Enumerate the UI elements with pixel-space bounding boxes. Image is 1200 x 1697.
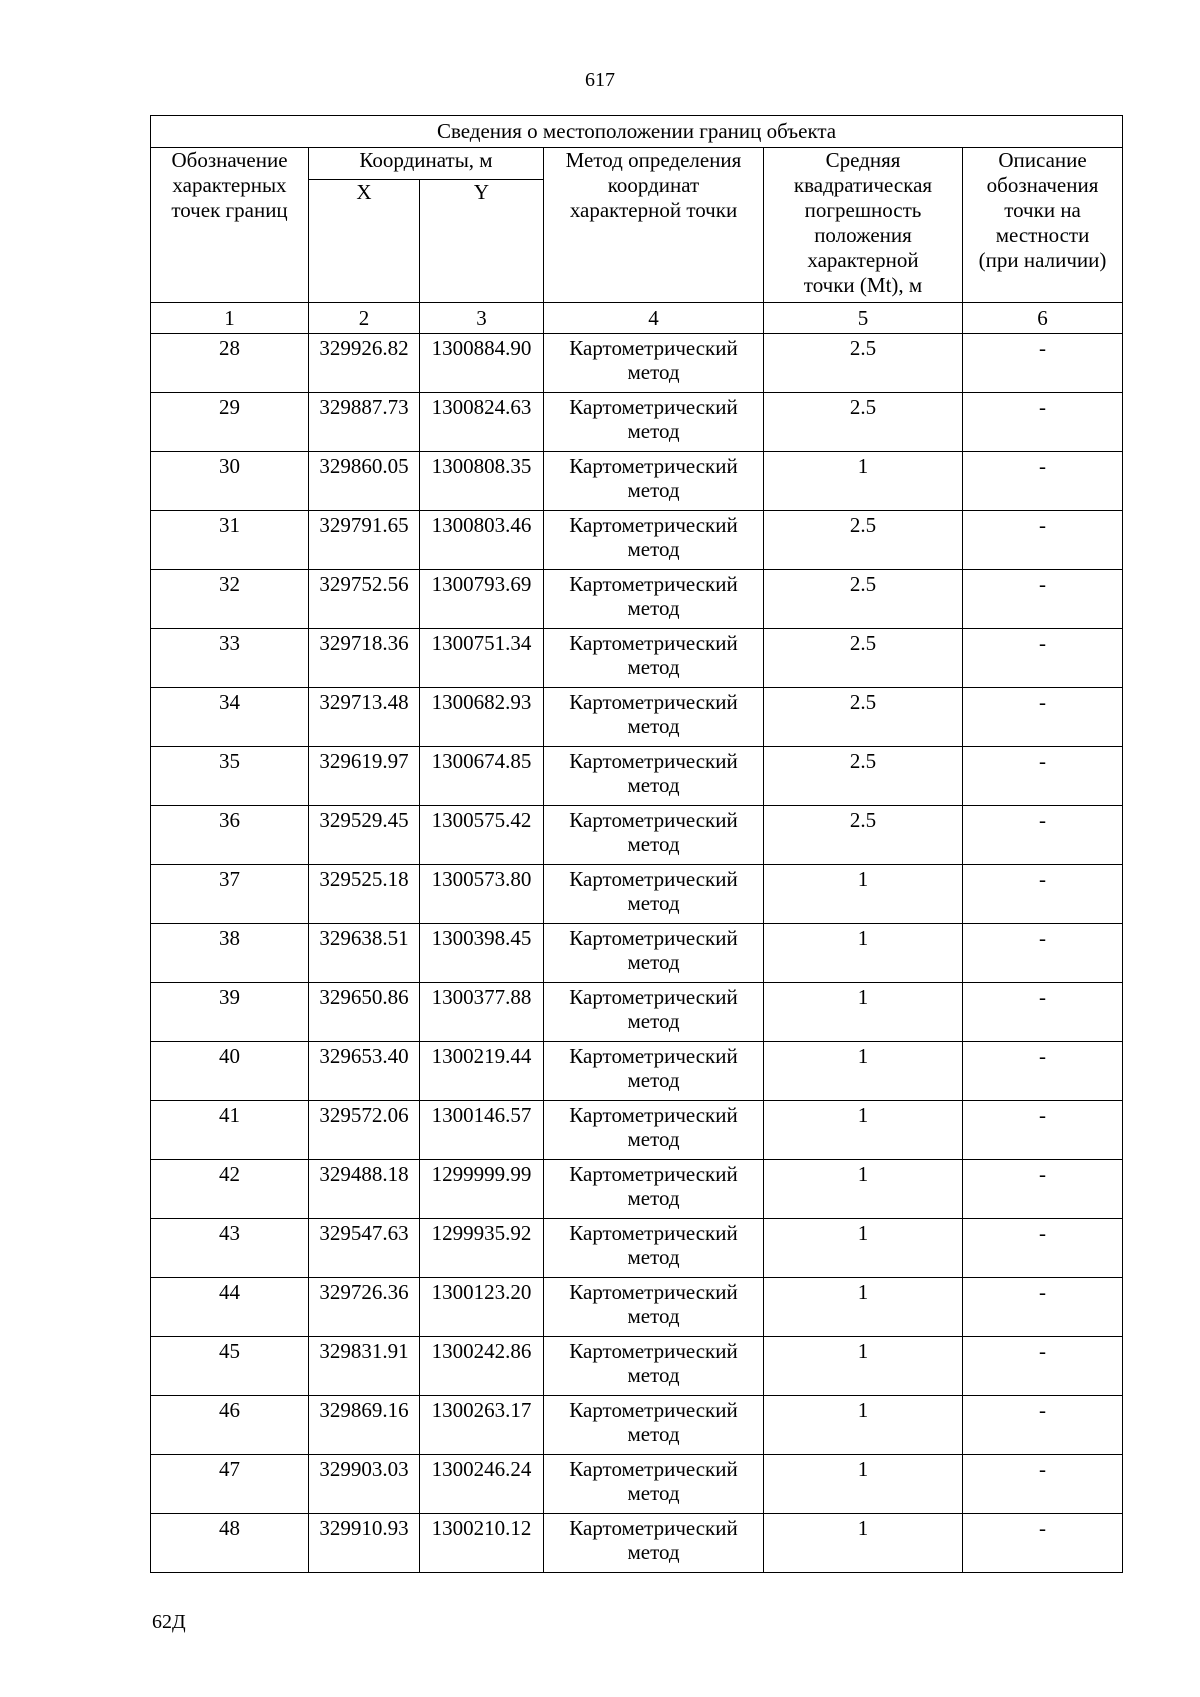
point-cell: 47 bbox=[151, 1455, 309, 1514]
x-coordinate-cell: 329525.18 bbox=[309, 865, 420, 924]
point-cell: 37 bbox=[151, 865, 309, 924]
method-cell: Картометрический метод bbox=[544, 1042, 764, 1101]
description-cell: - bbox=[963, 806, 1123, 865]
x-coordinate-cell: 329887.73 bbox=[309, 393, 420, 452]
table-row bbox=[151, 1396, 1123, 1455]
mt-error-cell: 2.5 bbox=[764, 747, 963, 806]
description-cell: - bbox=[963, 334, 1123, 393]
table-row bbox=[151, 924, 1123, 983]
mt-error-cell: 2.5 bbox=[764, 570, 963, 629]
column-number: 4 bbox=[544, 303, 764, 334]
point-cell: 43 bbox=[151, 1219, 309, 1278]
method-cell: Картометрический метод bbox=[544, 1514, 764, 1573]
header-coordinates: Координаты, м bbox=[309, 148, 544, 180]
header-error: Средняя квадратическая погрешность положения характерной точки (Mt), м bbox=[764, 148, 963, 303]
y-coordinate-cell: 1300808.35 bbox=[420, 452, 544, 511]
y-coordinate-cell: 1300210.12 bbox=[420, 1514, 544, 1573]
mt-error-cell: 2.5 bbox=[764, 334, 963, 393]
description-cell: - bbox=[963, 629, 1123, 688]
description-cell: - bbox=[963, 688, 1123, 747]
method-cell: Картометрический метод bbox=[544, 629, 764, 688]
table-row bbox=[151, 1219, 1123, 1278]
table-row bbox=[151, 806, 1123, 865]
y-coordinate-cell: 1300575.42 bbox=[420, 806, 544, 865]
method-cell: Картометрический метод bbox=[544, 865, 764, 924]
y-coordinate-cell: 1300884.90 bbox=[420, 334, 544, 393]
x-coordinate-cell: 329831.91 bbox=[309, 1337, 420, 1396]
y-coordinate-cell: 1300793.69 bbox=[420, 570, 544, 629]
table-row bbox=[151, 1278, 1123, 1337]
point-cell: 33 bbox=[151, 629, 309, 688]
method-cell: Картометрический метод bbox=[544, 1160, 764, 1219]
footer-code: 62Д bbox=[152, 1611, 186, 1633]
method-cell: Картометрический метод bbox=[544, 1396, 764, 1455]
x-coordinate-cell: 329619.97 bbox=[309, 747, 420, 806]
method-cell: Картометрический метод bbox=[544, 924, 764, 983]
method-cell: Картометрический метод bbox=[544, 1337, 764, 1396]
description-cell: - bbox=[963, 393, 1123, 452]
description-cell: - bbox=[963, 452, 1123, 511]
table-row bbox=[151, 393, 1123, 452]
mt-error-cell: 1 bbox=[764, 1042, 963, 1101]
table-row bbox=[151, 1042, 1123, 1101]
point-cell: 32 bbox=[151, 570, 309, 629]
table-row bbox=[151, 1337, 1123, 1396]
method-cell: Картометрический метод bbox=[544, 570, 764, 629]
mt-error-cell: 1 bbox=[764, 1396, 963, 1455]
table-row bbox=[151, 629, 1123, 688]
header-point-designation: Обозначение характерных точек границ bbox=[151, 148, 309, 303]
x-coordinate-cell: 329926.82 bbox=[309, 334, 420, 393]
header-x: X bbox=[309, 180, 420, 303]
y-coordinate-cell: 1300751.34 bbox=[420, 629, 544, 688]
description-cell: - bbox=[963, 1160, 1123, 1219]
x-coordinate-cell: 329860.05 bbox=[309, 452, 420, 511]
mt-error-cell: 1 bbox=[764, 1337, 963, 1396]
boundary-coordinates-table bbox=[150, 115, 1123, 1573]
mt-error-cell: 1 bbox=[764, 1455, 963, 1514]
y-coordinate-cell: 1300398.45 bbox=[420, 924, 544, 983]
y-coordinate-cell: 1300803.46 bbox=[420, 511, 544, 570]
mt-error-cell: 2.5 bbox=[764, 806, 963, 865]
mt-error-cell: 1 bbox=[764, 865, 963, 924]
method-cell: Картометрический метод bbox=[544, 511, 764, 570]
point-cell: 28 bbox=[151, 334, 309, 393]
y-coordinate-cell: 1300573.80 bbox=[420, 865, 544, 924]
description-cell: - bbox=[963, 924, 1123, 983]
x-coordinate-cell: 329718.36 bbox=[309, 629, 420, 688]
point-cell: 39 bbox=[151, 983, 309, 1042]
point-cell: 38 bbox=[151, 924, 309, 983]
x-coordinate-cell: 329910.93 bbox=[309, 1514, 420, 1573]
x-coordinate-cell: 329791.65 bbox=[309, 511, 420, 570]
description-cell: - bbox=[963, 865, 1123, 924]
column-number: 6 bbox=[963, 303, 1123, 334]
description-cell: - bbox=[963, 747, 1123, 806]
method-cell: Картометрический метод bbox=[544, 1278, 764, 1337]
table-row bbox=[151, 1514, 1123, 1573]
point-cell: 41 bbox=[151, 1101, 309, 1160]
mt-error-cell: 1 bbox=[764, 1514, 963, 1573]
point-cell: 30 bbox=[151, 452, 309, 511]
table-row bbox=[151, 1160, 1123, 1219]
x-coordinate-cell: 329488.18 bbox=[309, 1160, 420, 1219]
mt-error-cell: 1 bbox=[764, 1278, 963, 1337]
mt-error-cell: 1 bbox=[764, 1160, 963, 1219]
x-coordinate-cell: 329752.56 bbox=[309, 570, 420, 629]
column-number: 2 bbox=[309, 303, 420, 334]
column-number: 5 bbox=[764, 303, 963, 334]
table-row bbox=[151, 511, 1123, 570]
point-cell: 31 bbox=[151, 511, 309, 570]
method-cell: Картометрический метод bbox=[544, 806, 764, 865]
table-row bbox=[151, 688, 1123, 747]
method-cell: Картометрический метод bbox=[544, 983, 764, 1042]
y-coordinate-cell: 1299935.92 bbox=[420, 1219, 544, 1278]
x-coordinate-cell: 329529.45 bbox=[309, 806, 420, 865]
x-coordinate-cell: 329713.48 bbox=[309, 688, 420, 747]
point-cell: 34 bbox=[151, 688, 309, 747]
method-cell: Картометрический метод bbox=[544, 1455, 764, 1514]
description-cell: - bbox=[963, 1337, 1123, 1396]
method-cell: Картометрический метод bbox=[544, 1101, 764, 1160]
mt-error-cell: 1 bbox=[764, 983, 963, 1042]
description-cell: - bbox=[963, 1219, 1123, 1278]
method-cell: Картометрический метод bbox=[544, 688, 764, 747]
table-row bbox=[151, 570, 1123, 629]
x-coordinate-cell: 329903.03 bbox=[309, 1455, 420, 1514]
header-description: Описание обозначения точки на местности (при наличии) bbox=[963, 148, 1123, 303]
method-cell: Картометрический метод bbox=[544, 747, 764, 806]
description-cell: - bbox=[963, 511, 1123, 570]
x-coordinate-cell: 329638.51 bbox=[309, 924, 420, 983]
description-cell: - bbox=[963, 1042, 1123, 1101]
x-coordinate-cell: 329726.36 bbox=[309, 1278, 420, 1337]
description-cell: - bbox=[963, 983, 1123, 1042]
description-cell: - bbox=[963, 1455, 1123, 1514]
point-cell: 35 bbox=[151, 747, 309, 806]
mt-error-cell: 2.5 bbox=[764, 688, 963, 747]
point-cell: 29 bbox=[151, 393, 309, 452]
y-coordinate-cell: 1300263.17 bbox=[420, 1396, 544, 1455]
point-cell: 48 bbox=[151, 1514, 309, 1573]
x-coordinate-cell: 329650.86 bbox=[309, 983, 420, 1042]
method-cell: Картометрический метод bbox=[544, 334, 764, 393]
point-cell: 42 bbox=[151, 1160, 309, 1219]
description-cell: - bbox=[963, 1396, 1123, 1455]
mt-error-cell: 1 bbox=[764, 1101, 963, 1160]
y-coordinate-cell: 1300377.88 bbox=[420, 983, 544, 1042]
description-cell: - bbox=[963, 570, 1123, 629]
method-cell: Картометрический метод bbox=[544, 393, 764, 452]
x-coordinate-cell: 329869.16 bbox=[309, 1396, 420, 1455]
point-cell: 40 bbox=[151, 1042, 309, 1101]
mt-error-cell: 2.5 bbox=[764, 629, 963, 688]
mt-error-cell: 2.5 bbox=[764, 511, 963, 570]
point-cell: 46 bbox=[151, 1396, 309, 1455]
table-row bbox=[151, 1455, 1123, 1514]
column-numbers-row bbox=[151, 303, 1123, 334]
point-cell: 45 bbox=[151, 1337, 309, 1396]
table-row bbox=[151, 452, 1123, 511]
page-number: 617 bbox=[585, 69, 615, 91]
mt-error-cell: 1 bbox=[764, 1219, 963, 1278]
header-y: Y bbox=[420, 180, 544, 303]
table-row bbox=[151, 747, 1123, 806]
x-coordinate-cell: 329547.63 bbox=[309, 1219, 420, 1278]
y-coordinate-cell: 1300824.63 bbox=[420, 393, 544, 452]
mt-error-cell: 2.5 bbox=[764, 393, 963, 452]
y-coordinate-cell: 1300146.57 bbox=[420, 1101, 544, 1160]
method-cell: Картометрический метод bbox=[544, 1219, 764, 1278]
y-coordinate-cell: 1300674.85 bbox=[420, 747, 544, 806]
table-row bbox=[151, 865, 1123, 924]
y-coordinate-cell: 1299999.99 bbox=[420, 1160, 544, 1219]
x-coordinate-cell: 329653.40 bbox=[309, 1042, 420, 1101]
y-coordinate-cell: 1300242.86 bbox=[420, 1337, 544, 1396]
point-cell: 44 bbox=[151, 1278, 309, 1337]
description-cell: - bbox=[963, 1101, 1123, 1160]
y-coordinate-cell: 1300123.20 bbox=[420, 1278, 544, 1337]
point-cell: 36 bbox=[151, 806, 309, 865]
table-row bbox=[151, 1101, 1123, 1160]
x-coordinate-cell: 329572.06 bbox=[309, 1101, 420, 1160]
y-coordinate-cell: 1300219.44 bbox=[420, 1042, 544, 1101]
description-cell: - bbox=[963, 1278, 1123, 1337]
method-cell: Картометрический метод bbox=[544, 452, 764, 511]
table-row bbox=[151, 983, 1123, 1042]
table-caption: Сведения о местоположении границ объекта bbox=[151, 116, 1123, 148]
y-coordinate-cell: 1300682.93 bbox=[420, 688, 544, 747]
header-method: Метод определения координат характерной точки bbox=[544, 148, 764, 303]
table-row bbox=[151, 334, 1123, 393]
column-number: 1 bbox=[151, 303, 309, 334]
y-coordinate-cell: 1300246.24 bbox=[420, 1455, 544, 1514]
column-number: 3 bbox=[420, 303, 544, 334]
mt-error-cell: 1 bbox=[764, 924, 963, 983]
description-cell: - bbox=[963, 1514, 1123, 1573]
mt-error-cell: 1 bbox=[764, 452, 963, 511]
